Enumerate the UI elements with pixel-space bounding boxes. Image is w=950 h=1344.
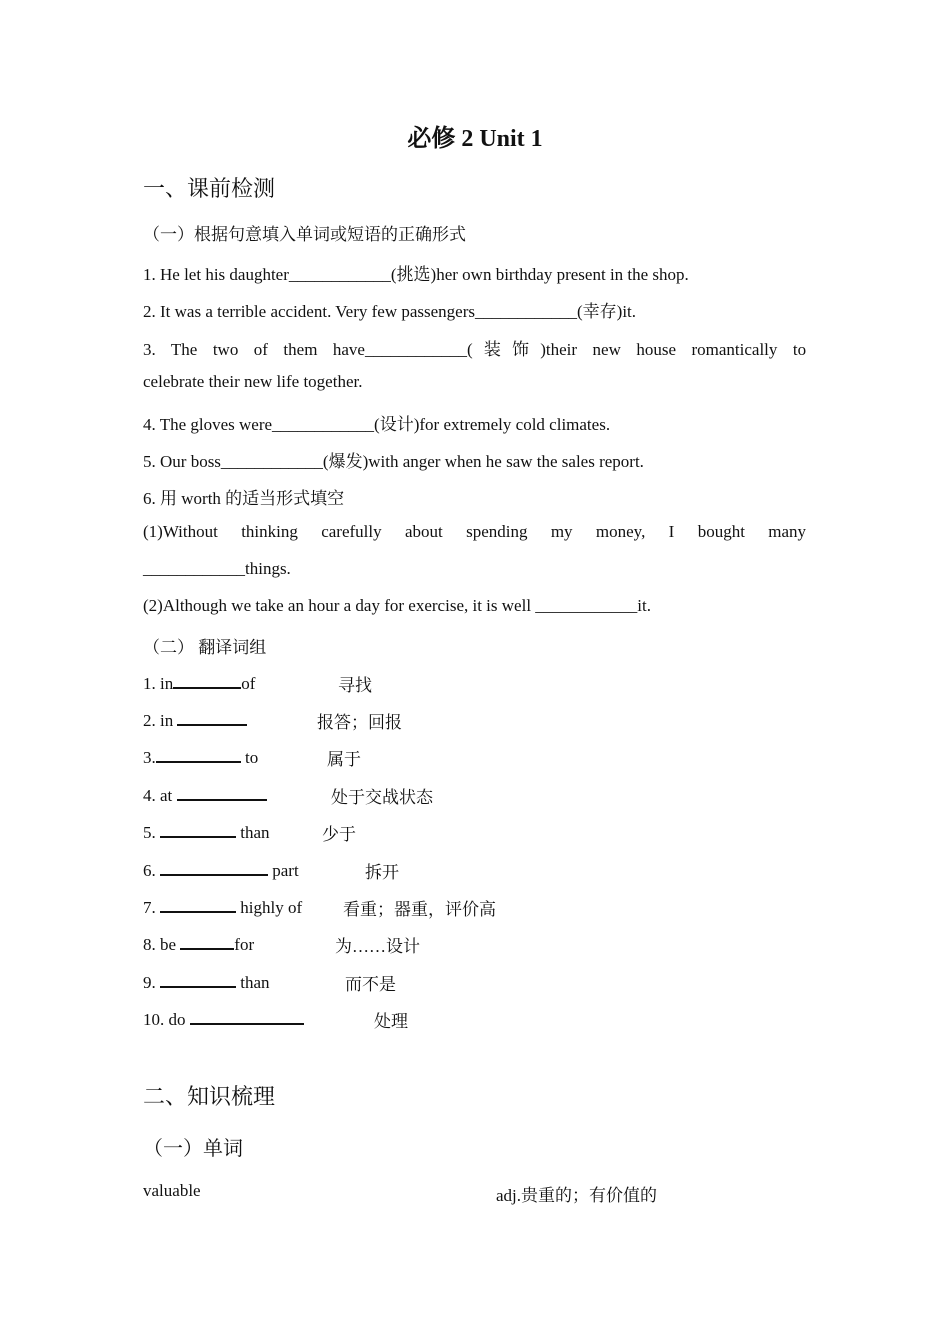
phrase-item-5: 5. than	[143, 820, 270, 843]
phrase-item-8: 8. be for	[143, 932, 254, 955]
section-heading-knowledge: 二、知识梳理	[143, 1084, 276, 1109]
answer-blank[interactable]	[160, 820, 236, 838]
question-6-2: (2)Although we take an hour a day for exercise, it is well ____________it.	[143, 596, 651, 615]
phrase-meaning-1: 寻找	[338, 676, 372, 695]
phrase-meaning-2: 报答；回报	[317, 713, 402, 732]
phrase-meaning-7: 看重；器重，评价高	[343, 900, 496, 919]
question-3-continued: celebrate their new life together.	[143, 372, 363, 391]
phrase-item-6: 6. part	[143, 858, 299, 881]
vocab-word: valuable	[143, 1181, 201, 1200]
question-5: 5. Our boss____________(爆发)with anger when he saw the sales report.	[143, 452, 644, 471]
answer-blank[interactable]	[180, 932, 234, 950]
answer-blank[interactable]: ____________	[535, 596, 638, 615]
phrase-item-10: 10. do	[143, 1007, 304, 1030]
phrase-meaning-5: 少于	[322, 825, 356, 844]
question-6: 6. 用 worth 的适当形式填空	[143, 489, 345, 508]
question-3: 3. The two of them have____________(装饰)their new house romantically to	[143, 340, 807, 359]
phrase-meaning-6: 拆开	[365, 863, 399, 882]
subsection-heading-words: （一）单词	[143, 1138, 243, 1160]
answer-blank[interactable]: ____________	[143, 559, 245, 578]
question-4: 4. The gloves were____________(设计)for extremely cold climates.	[143, 415, 611, 434]
answer-blank[interactable]	[160, 895, 236, 913]
phrase-item-9: 9. than	[143, 970, 270, 993]
question-1: 1. He let his daughter____________(挑选)her own birthday present in the shop.	[143, 265, 689, 284]
phrase-item-2: 2. in	[143, 708, 247, 731]
question-6-1-continued: ____________things.	[143, 559, 291, 578]
phrase-meaning-9: 而不是	[345, 975, 396, 994]
answer-blank[interactable]: have____________(装饰)their	[332, 340, 578, 359]
phrase-meaning-4: 处于交战状态	[331, 788, 433, 807]
phrase-meaning-10: 处理	[374, 1012, 408, 1031]
answer-blank[interactable]	[177, 783, 267, 801]
answer-blank[interactable]: ____________	[220, 452, 323, 471]
page-title: 必修 2 Unit 1	[407, 126, 543, 152]
answer-blank[interactable]	[190, 1007, 304, 1025]
answer-blank[interactable]	[160, 970, 236, 988]
answer-blank[interactable]	[177, 708, 247, 726]
answer-blank[interactable]: ____________	[288, 265, 391, 284]
answer-blank[interactable]	[173, 671, 241, 689]
answer-blank[interactable]	[156, 745, 241, 763]
phrase-item-1: 1. in of	[143, 671, 255, 694]
phrase-item-3: 3. to	[143, 745, 258, 768]
answer-blank[interactable]: ____________	[475, 302, 577, 321]
phrase-item-7: 7. highly of	[143, 895, 302, 918]
subsection-heading-translate: （二） 翻译词组	[143, 638, 267, 657]
vocab-meaning: adj.贵重的；有价值的	[496, 1186, 658, 1205]
phrase-meaning-3: 属于	[327, 750, 361, 769]
section-heading-pre-check: 一、课前检测	[143, 176, 276, 201]
question-6-1: (1)Without thinking carefully about spending my money, I bought many	[143, 522, 807, 541]
subsection-heading-fill-in: （一）根据句意填入单词或短语的正确形式	[143, 225, 466, 244]
answer-blank[interactable]	[160, 858, 268, 876]
answer-blank[interactable]: ____________	[272, 415, 375, 434]
question-2: 2. It was a terrible accident. Very few passengers____________(幸存)it.	[143, 302, 637, 321]
phrase-meaning-8: 为……设计	[335, 937, 420, 956]
phrase-item-4: 4. at	[143, 783, 267, 806]
